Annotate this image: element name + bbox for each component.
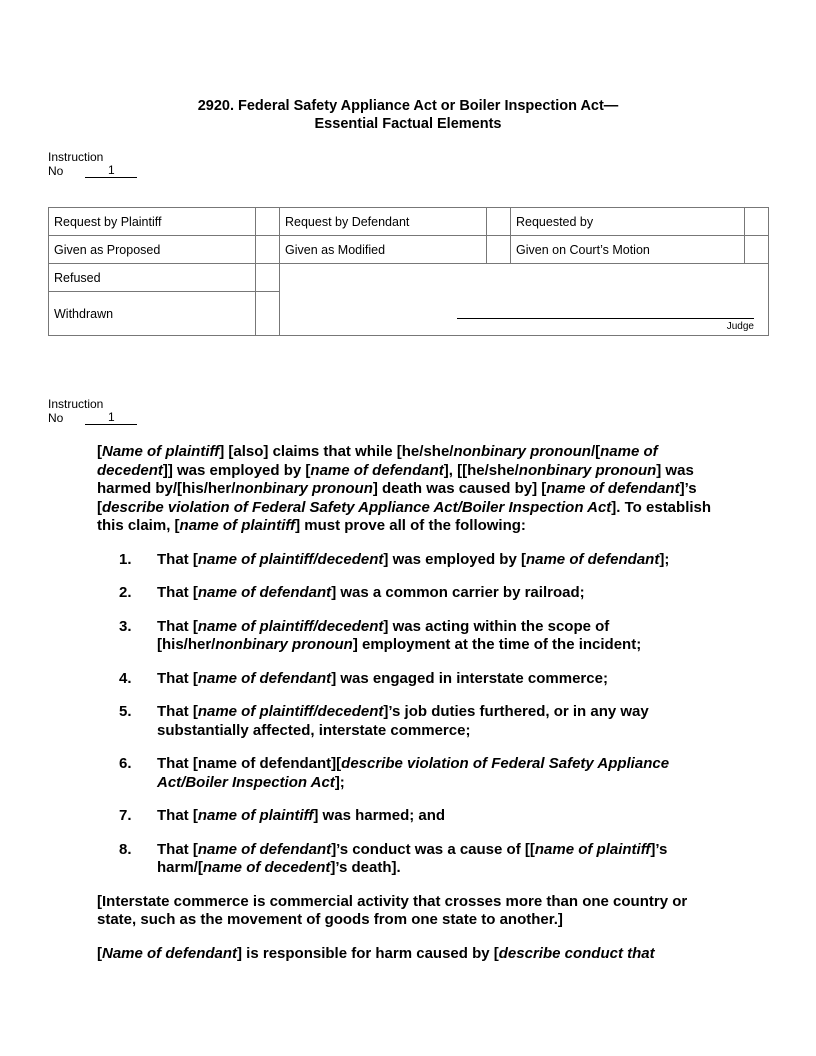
instruction-label: Instruction xyxy=(48,397,104,411)
responsible-paragraph: [Name of defendant] is responsible for harm caused by [describe conduct that xyxy=(97,944,655,962)
judge-label: Judge xyxy=(726,321,754,332)
intro-paragraph: [Name of plaintiff] [also] claims that while [he/she/nonbinary pronoun/[name of decedent]] was employed by [name of defendant], [[he/she/nonbinary pronoun] was harmed by/[his/her/nonbinary pronoun] death was caused by] [name of defendant]’s [describe violation of Federal Safety Appliance Act/Boiler Inspection Act]. To establish this claim, [name of plaintiff] must prove all of the following: xyxy=(97,443,712,534)
judge-signature-line[interactable] xyxy=(457,318,754,319)
judge-signature-area xyxy=(280,264,769,336)
title-line-2: Essential Factual Elements xyxy=(314,116,502,132)
request-by-plaintiff-label: Request by Plaintiff xyxy=(49,208,256,236)
title-line-1: 2920. Federal Safety Appliance Act or Boiler Inspection Act— xyxy=(197,98,619,114)
element-item: 4. That [name of defendant] was engaged in interstate commerce; xyxy=(119,669,608,687)
withdrawn-checkbox[interactable] xyxy=(256,292,280,336)
element-item: 2. That [name of defendant] was a common carrier by railroad; xyxy=(119,584,585,601)
instruction-number: 1 xyxy=(85,164,137,178)
element-item: 7. That [name of plaintiff] was harmed; and xyxy=(119,807,446,824)
given-as-modified-label: Given as Modified xyxy=(280,236,487,264)
instruction-number-body xyxy=(48,397,137,425)
request-by-defendant-checkbox[interactable] xyxy=(487,208,511,236)
element-item: 8. That [name of defendant]’s conduct was a cause of [[name of plaintiff]’s harm/[name of decedent]’s death]. xyxy=(119,840,668,876)
no-label: No xyxy=(48,411,64,425)
element-item: 1. That [name of plaintiff/decedent] was employed by [name of defendant]; xyxy=(119,550,670,568)
instruction-label: Instruction xyxy=(48,150,104,164)
instruction-number-header xyxy=(48,150,137,178)
request-by-defendant-label: Request by Defendant xyxy=(280,208,487,236)
element-item: 5. That [name of plaintiff/decedent]’s job duties furthered, or in any way substantially affected, interstate commerce; xyxy=(119,703,649,739)
given-on-courts-motion-checkbox[interactable] xyxy=(745,236,769,264)
no-label: No xyxy=(48,164,64,178)
given-as-proposed-checkbox[interactable] xyxy=(256,236,280,264)
requested-by-checkbox[interactable] xyxy=(745,208,769,236)
request-by-plaintiff-checkbox[interactable] xyxy=(256,208,280,236)
given-on-courts-motion-label: Given on Court’s Motion xyxy=(511,236,745,264)
interstate-commerce-paragraph: [Interstate commerce is commercial activity that crosses more than one country or state, such as the movement of goods from one state to another.] xyxy=(97,892,688,928)
given-as-modified-checkbox[interactable] xyxy=(487,236,511,264)
instruction-number: 1 xyxy=(85,411,137,425)
page-title xyxy=(0,97,816,133)
element-item: 3. That [name of plaintiff/decedent] was acting within the scope of [his/her/nonbinary pronoun] employment at the time of the incident; xyxy=(119,617,642,653)
request-table xyxy=(48,207,769,336)
element-item: 6. That [name of defendant][describe violation of Federal Safety Appliance Act/Boiler Inspection Act]; xyxy=(119,755,670,791)
given-as-proposed-label: Given as Proposed xyxy=(49,236,256,264)
refused-checkbox[interactable] xyxy=(256,264,280,292)
instruction-body xyxy=(97,443,727,978)
withdrawn-label: Withdrawn xyxy=(49,292,256,336)
elements-list xyxy=(97,551,727,878)
requested-by-label: Requested by xyxy=(511,208,745,236)
refused-label: Refused xyxy=(49,264,256,292)
